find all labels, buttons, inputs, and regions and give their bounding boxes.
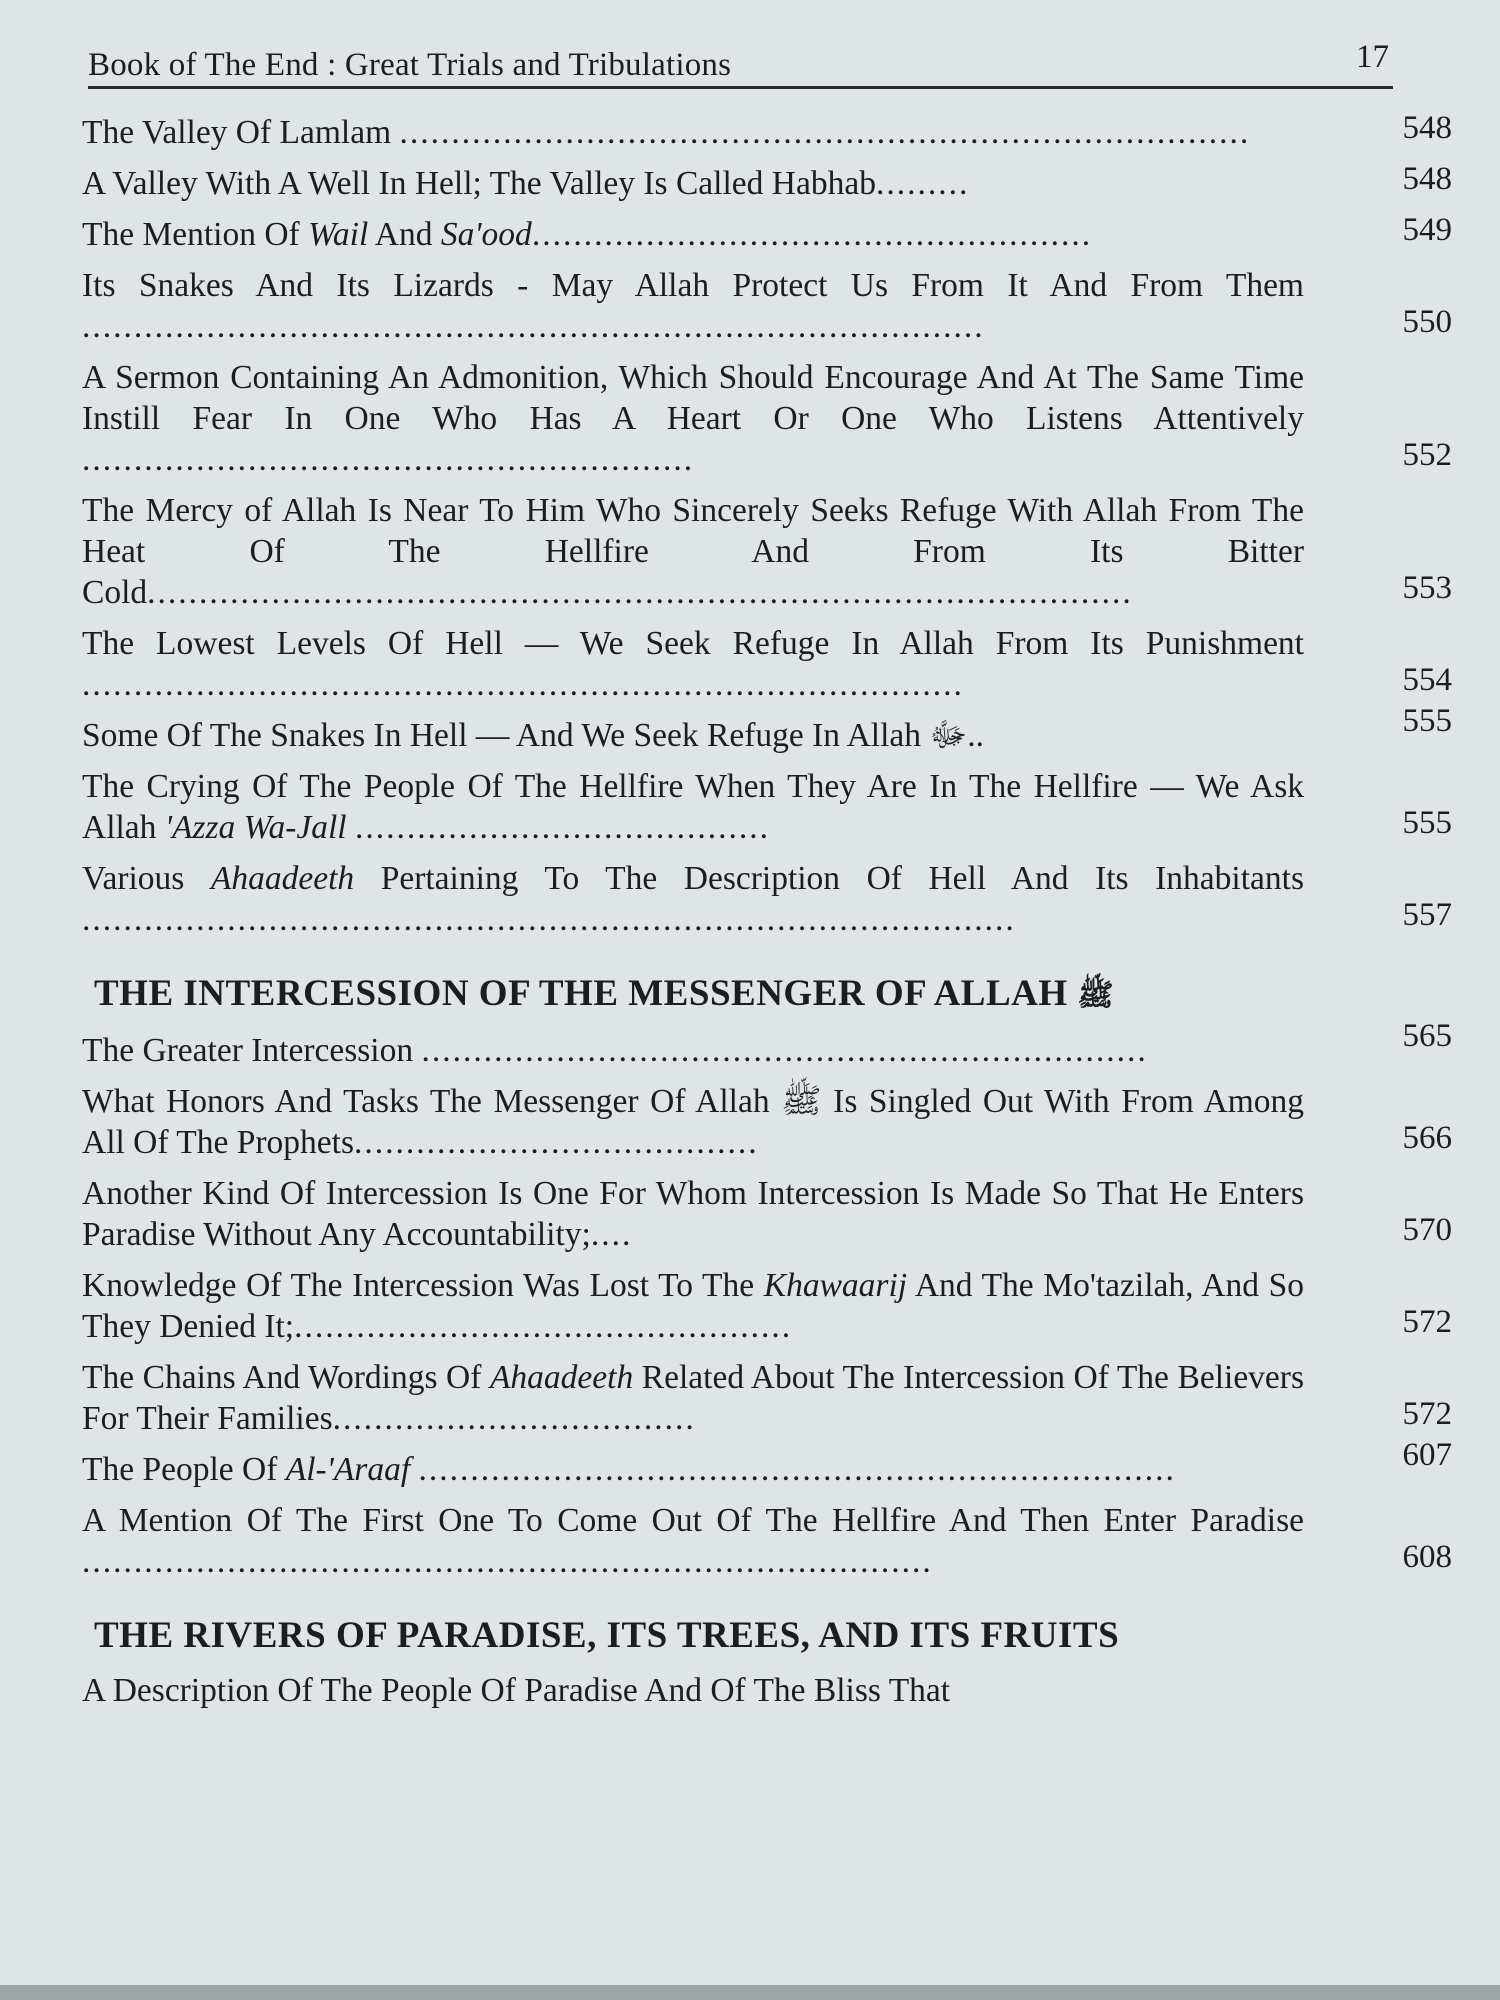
section-heading: THE RIVERS OF PARADISE, ITS TREES, AND ITS FRUITS xyxy=(94,1615,1120,1656)
toc-page-number: 572 xyxy=(1402,1396,1452,1432)
toc-page-number: 554 xyxy=(1402,662,1452,698)
toc-page-number: 608 xyxy=(1402,1539,1452,1575)
toc-entry: Some Of The Snakes In Hell — And We Seek Refuge In Allah ﷻ.. 555 xyxy=(82,703,1452,754)
toc-entry: Knowledge Of The Intercession Was Lost To The Khawaarij And The Mo'tazilah, And So They Denied It;................................................ 572 xyxy=(82,1267,1452,1345)
toc-page-number: 548 xyxy=(1402,110,1452,146)
toc-page-number: 550 xyxy=(1402,304,1452,340)
toc-entry: A Description Of The People Of Paradise And Of The Bliss That xyxy=(82,1672,951,1709)
toc-page-number: 555 xyxy=(1402,703,1452,739)
toc-page-number: 565 xyxy=(1402,1018,1452,1054)
toc-entry: The Valley Of Lamlam .................................................................................. 548 xyxy=(82,110,1452,151)
section-heading: THE INTERCESSION OF THE MESSENGER OF ALLAH ﷺ xyxy=(94,973,1114,1014)
toc-entry: A Valley With A Well In Hell; The Valley Is Called Habhab......... 548 xyxy=(82,161,1452,202)
toc-entry: The Mention Of Wail And Sa'ood...................................................... 549 xyxy=(82,212,1452,253)
toc-entry: The Greater Intercession ...................................................................... 565 xyxy=(82,1018,1452,1069)
toc-entry: Its Snakes And Its Lizards - May Allah Protect Us From It And From Them ....................................................................................... 550 xyxy=(82,267,1452,345)
toc-entry: The Lowest Levels Of Hell — We Seek Refuge In Allah From Its Punishment ..................................................................................... 554 xyxy=(82,625,1452,703)
toc-entry: A Sermon Containing An Admonition, Which Should Encourage And At The Same Time Instill Fear In One Who Has A Heart Or One Who Listens Attentively ........................................................... 552 xyxy=(82,359,1452,478)
toc-entry: What Honors And Tasks The Messenger Of Allah ﷺ Is Singled Out With From Among All Of The Prophets....................................... 566 xyxy=(82,1083,1452,1161)
table-of-contents xyxy=(82,112,1452,1721)
toc-entry: The Crying Of The People Of The Hellfire When They Are In The Hellfire — We Ask Allah 'Azza Wa-Jall ........................................ 555 xyxy=(82,768,1452,846)
toc-entry: The Mercy of Allah Is Near To Him Who Sincerely Seeks Refuge With Allah From The Heat Of The Hellfire And From Its Bitter Cold............................................................................................... 553 xyxy=(82,492,1452,611)
toc-page-number: 572 xyxy=(1402,1304,1452,1340)
running-header xyxy=(88,39,1393,89)
toc-page-number: 548 xyxy=(1402,161,1452,197)
toc-entry: The Chains And Wordings Of Ahaadeeth Related About The Intercession Of The Believers For Their Families................................... 572 xyxy=(82,1359,1452,1437)
toc-page-number: 549 xyxy=(1402,212,1452,248)
toc-page-number: 555 xyxy=(1402,805,1452,841)
toc-page-number: 552 xyxy=(1402,437,1452,473)
page-number: 17 xyxy=(1356,39,1389,75)
toc-entry: The People Of Al-'Araaf ......................................................................... 607 xyxy=(82,1437,1452,1488)
book-title: Book of The End : Great Trials and Tribulations xyxy=(88,47,732,83)
toc-page-number: 607 xyxy=(1402,1437,1452,1473)
toc-entry: Various Ahaadeeth Pertaining To The Description Of Hell And Its Inhabitants .......................................................................................... 557 xyxy=(82,860,1452,938)
toc-entry: A Mention Of The First One To Come Out Of The Hellfire And Then Enter Paradise .................................................................................. 608 xyxy=(82,1502,1452,1580)
toc-entry: Another Kind Of Intercession Is One For Whom Intercession Is Made So That He Enters Paradise Without Any Accountability;.... 570 xyxy=(82,1175,1452,1253)
toc-page-number: 570 xyxy=(1402,1212,1452,1248)
toc-page-number: 557 xyxy=(1402,897,1452,933)
salawat-ornament-icon: ﷺ xyxy=(1077,979,1114,1012)
toc-page-number: 553 xyxy=(1402,570,1452,606)
toc-page-number: 566 xyxy=(1402,1120,1452,1156)
